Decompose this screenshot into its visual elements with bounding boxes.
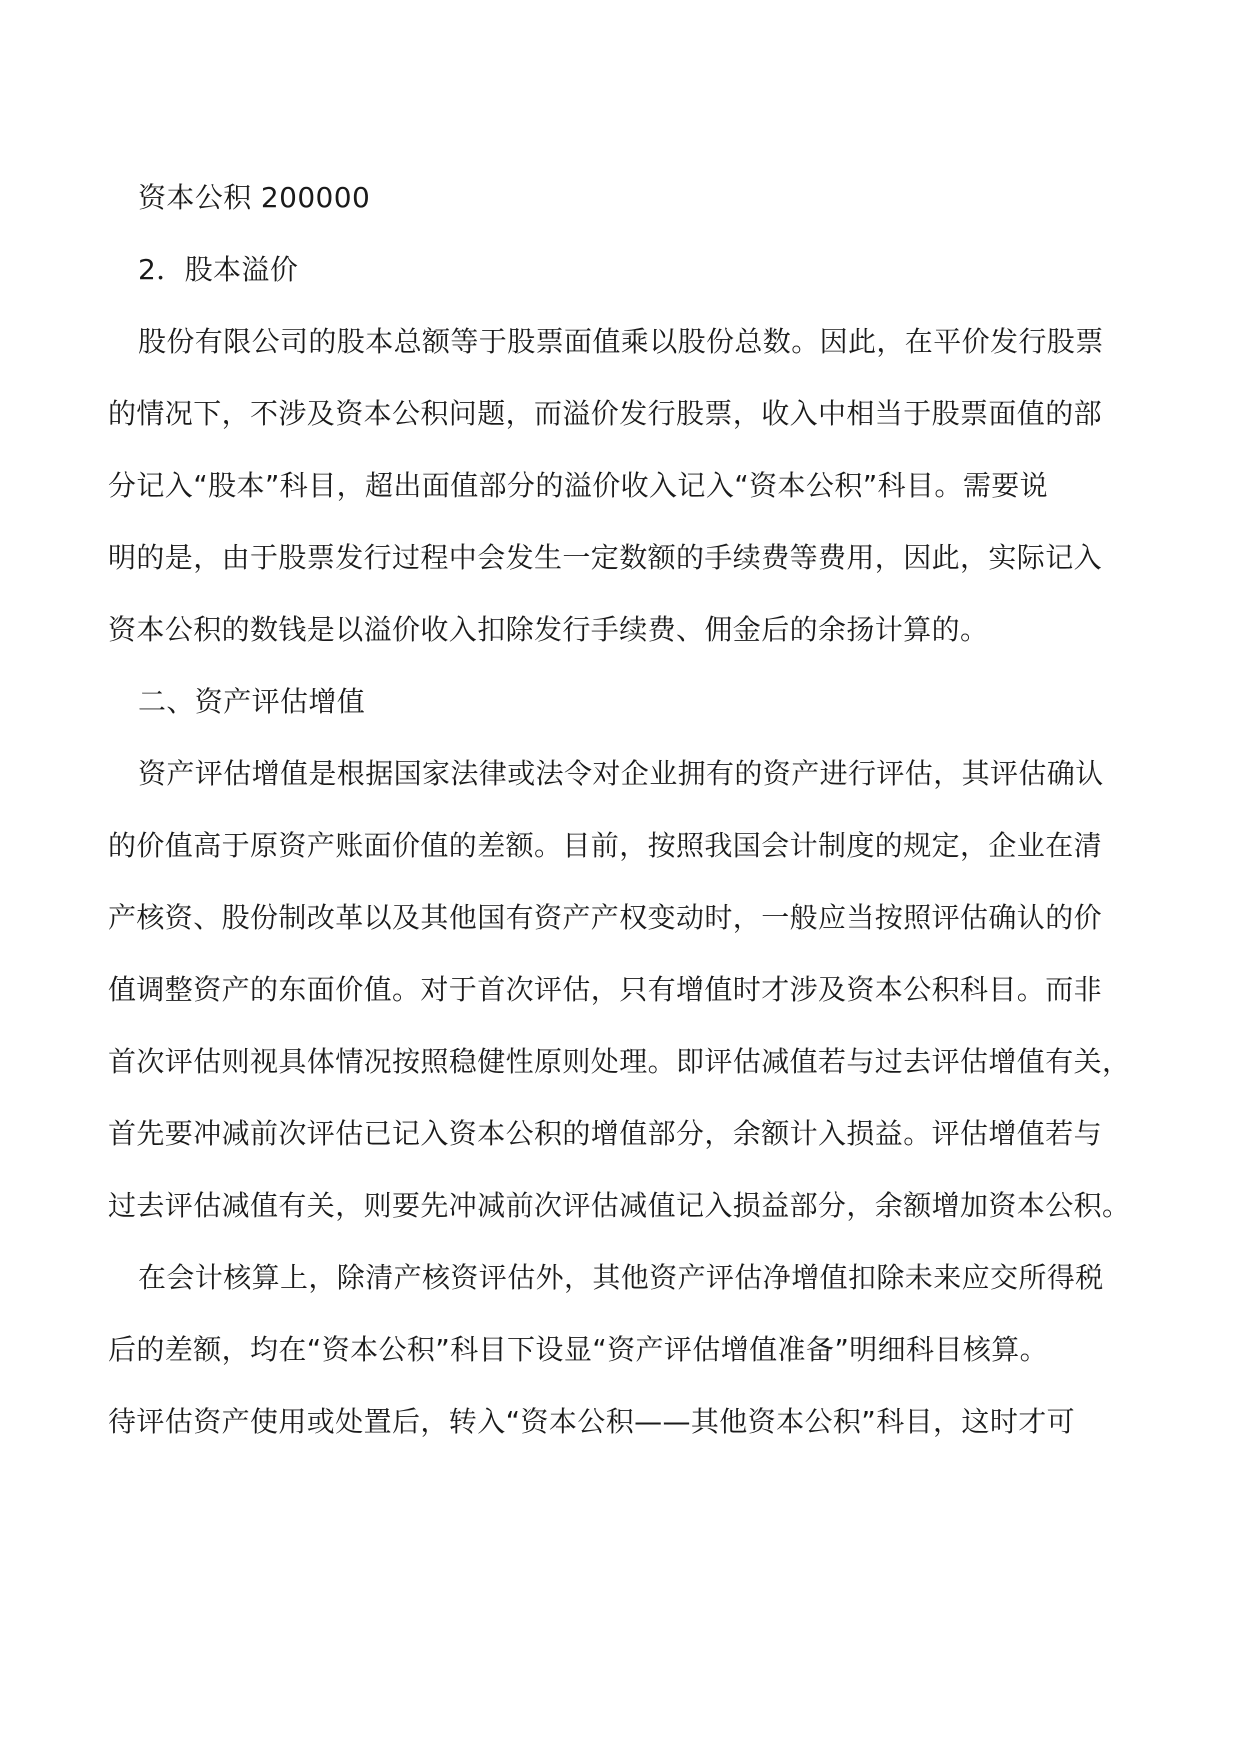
paragraph-line: 过去评估减值有关，则要先冲减前次评估减值记入损益部分，余额增加资本公积。 <box>108 1189 1131 1222</box>
paragraph-line: 明的是，由于股票发行过程中会发生一定数额的手续费等费用，因此，实际记入 <box>108 541 1103 574</box>
paragraph-line: 的情况下，不涉及资本公积问题，而溢价发行股票，收入中相当于股票面值的部 <box>108 397 1103 430</box>
document-body <box>108 162 1138 1458</box>
text-line: 资本公积 200000 <box>138 181 371 214</box>
section-heading: 2．股本溢价 <box>138 253 299 286</box>
paragraph-line: 待评估资产使用或处置后，转入“资本公积——其他资本公积”科目，这时才可 <box>108 1405 1076 1438</box>
paragraph-line: 在会计核算上，除清产核资评估外，其他资产评估净增值扣除未来应交所得税 <box>138 1261 1104 1294</box>
paragraph-line: 值调整资产的东面价值。对于首次评估，只有增值时才涉及资本公积科目。而非 <box>108 973 1103 1006</box>
paragraph-line: 分记入“股本”科目，超出面值部分的溢价收入记入“资本公积”科目。需要说 <box>108 469 1049 502</box>
paragraph-line: 产核资、股份制改革以及其他国有资产产权变动时，一般应当按照评估确认的价 <box>108 901 1103 934</box>
paragraph-line: 的价值高于原资产账面价值的差额。目前，按照我国会计制度的规定，企业在清 <box>108 829 1103 862</box>
paragraph-line: 首先要冲减前次评估已记入资本公积的增值部分，余额计入损益。评估增值若与 <box>108 1117 1103 1150</box>
paragraph-line: 资产评估增值是根据国家法律或法令对企业拥有的资产进行评估，其评估确认 <box>138 757 1104 790</box>
paragraph-line: 后的差额，均在“资本公积”科目下设显“资产评估增值准备”明细科目核算。 <box>108 1333 1049 1366</box>
paragraph-line: 首次评估则视具体情况按照稳健性原则处理。即评估减值若与过去评估增值有关， <box>108 1045 1131 1078</box>
section-heading: 二、资产评估增值 <box>138 685 366 718</box>
paragraph-line: 资本公积的数钱是以溢价收入扣除发行手续费、佣金后的余扬计算的。 <box>108 613 989 646</box>
paragraph-line: 股份有限公司的股本总额等于股票面值乘以股份总数。因此，在平价发行股票 <box>138 325 1104 358</box>
